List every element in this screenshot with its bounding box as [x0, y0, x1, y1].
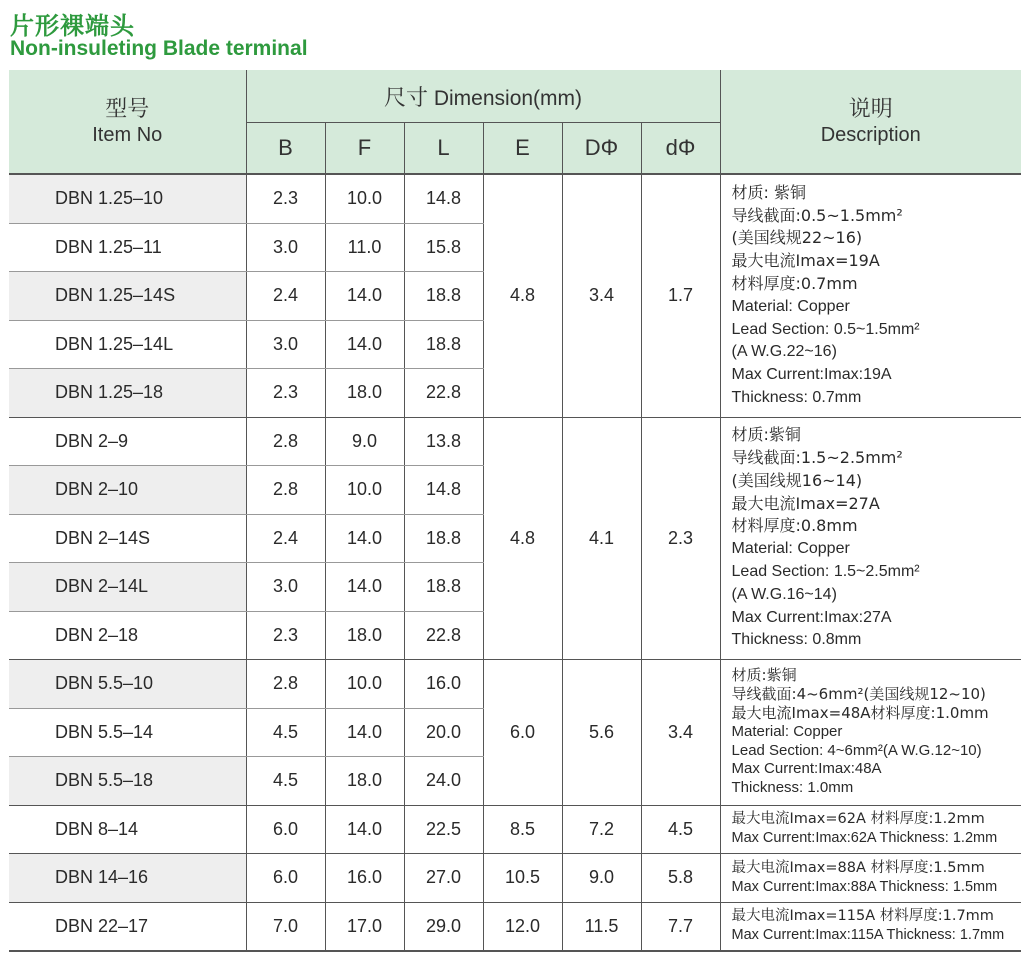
item-no-cell: DBN 1.25–14S [9, 272, 246, 321]
description-cell: 最大电流Imax=88A 材料厚度:1.5mm Max Current:Imax:88A Thickness: 1.5mm [720, 854, 1021, 903]
l-cell: 18.8 [404, 272, 483, 321]
item-no-cell: DBN 14–16 [9, 854, 246, 903]
d-outer-cell: 4.1 [562, 417, 641, 660]
f-cell: 14.0 [325, 272, 404, 321]
f-cell: 18.0 [325, 369, 404, 418]
d-outer-cell: 5.6 [562, 660, 641, 806]
f-cell: 10.0 [325, 174, 404, 223]
b-cell: 2.3 [246, 369, 325, 418]
f-cell: 16.0 [325, 854, 404, 903]
f-cell: 14.0 [325, 708, 404, 757]
d-outer-cell: 11.5 [562, 902, 641, 951]
description-cell: 材质: 紫铜 导线截面:0.5~1.5mm² (美国线规22~16) 最大电流Imax=19A 材料厚度:0.7mm Material: Copper Lead Section: 0.5~1.5mm² (A W.G.22~16) Max Current:Imax:19A Thickness: 0.7mm [720, 174, 1021, 417]
item-no-cell: DBN 2–14S [9, 514, 246, 563]
header-col-e: E [483, 123, 562, 175]
b-cell: 6.0 [246, 854, 325, 903]
item-no-cell: DBN 5.5–14 [9, 708, 246, 757]
l-cell: 18.8 [404, 514, 483, 563]
table-row [9, 902, 1021, 951]
d-inner-cell: 5.8 [641, 854, 720, 903]
item-no-cell: DBN 2–18 [9, 611, 246, 660]
header-col-f: F [325, 123, 404, 175]
l-cell: 22.8 [404, 611, 483, 660]
description-cell: 材质:紫铜 导线截面:1.5~2.5mm² (美国线规16~14) 最大电流Imax=27A 材料厚度:0.8mm Material: Copper Lead Section: 1.5~2.5mm² (A W.G.16~14) Max Current:Imax:27A Thickness: 0.8mm [720, 417, 1021, 660]
b-cell: 2.8 [246, 466, 325, 515]
f-cell: 14.0 [325, 514, 404, 563]
header-item-no: 型号 Item No [9, 70, 246, 174]
header-description: 说明 Description [720, 70, 1021, 174]
item-no-cell: DBN 1.25–18 [9, 369, 246, 418]
l-cell: 20.0 [404, 708, 483, 757]
f-cell: 14.0 [325, 805, 404, 854]
f-cell: 17.0 [325, 902, 404, 951]
table-row [9, 854, 1021, 903]
spec-table [9, 70, 1021, 952]
b-cell: 4.5 [246, 708, 325, 757]
header-col-d-inner: dΦ [641, 123, 720, 175]
f-cell: 9.0 [325, 417, 404, 466]
item-no-cell: DBN 1.25–10 [9, 174, 246, 223]
b-cell: 3.0 [246, 320, 325, 369]
l-cell: 18.8 [404, 563, 483, 612]
description-cell: 材质:紫铜 导线截面:4~6mm²(美国线规12~10) 最大电流Imax=48A材料厚度:1.0mm Material: Copper Lead Section: 4~6mm²(A W.G.12~10) Max Current:Imax:48A Thickness: 1.0mm [720, 660, 1021, 806]
header-dimension: 尺寸 Dimension(mm) [246, 70, 720, 123]
b-cell: 2.8 [246, 417, 325, 466]
e-cell: 6.0 [483, 660, 562, 806]
b-cell: 4.5 [246, 757, 325, 806]
l-cell: 14.8 [404, 174, 483, 223]
f-cell: 14.0 [325, 563, 404, 612]
l-cell: 29.0 [404, 902, 483, 951]
d-inner-cell: 4.5 [641, 805, 720, 854]
description-cell: 最大电流Imax=115A 材料厚度:1.7mm Max Current:Imax:115A Thickness: 1.7mm [720, 902, 1021, 951]
f-cell: 18.0 [325, 611, 404, 660]
table-row [9, 660, 1021, 709]
l-cell: 24.0 [404, 757, 483, 806]
item-no-cell: DBN 5.5–18 [9, 757, 246, 806]
f-cell: 10.0 [325, 466, 404, 515]
l-cell: 15.8 [404, 223, 483, 272]
l-cell: 27.0 [404, 854, 483, 903]
l-cell: 16.0 [404, 660, 483, 709]
b-cell: 2.8 [246, 660, 325, 709]
d-inner-cell: 7.7 [641, 902, 720, 951]
b-cell: 2.4 [246, 514, 325, 563]
item-no-cell: DBN 8–14 [9, 805, 246, 854]
b-cell: 2.4 [246, 272, 325, 321]
b-cell: 3.0 [246, 223, 325, 272]
b-cell: 2.3 [246, 611, 325, 660]
l-cell: 22.5 [404, 805, 483, 854]
d-outer-cell: 9.0 [562, 854, 641, 903]
item-no-cell: DBN 2–14L [9, 563, 246, 612]
e-cell: 4.8 [483, 174, 562, 417]
d-outer-cell: 7.2 [562, 805, 641, 854]
b-cell: 2.3 [246, 174, 325, 223]
d-outer-cell: 3.4 [562, 174, 641, 417]
f-cell: 11.0 [325, 223, 404, 272]
f-cell: 18.0 [325, 757, 404, 806]
item-no-cell: DBN 5.5–10 [9, 660, 246, 709]
l-cell: 18.8 [404, 320, 483, 369]
item-no-cell: DBN 2–9 [9, 417, 246, 466]
item-no-cell: DBN 2–10 [9, 466, 246, 515]
d-inner-cell: 2.3 [641, 417, 720, 660]
f-cell: 10.0 [325, 660, 404, 709]
l-cell: 14.8 [404, 466, 483, 515]
e-cell: 8.5 [483, 805, 562, 854]
f-cell: 14.0 [325, 320, 404, 369]
e-cell: 4.8 [483, 417, 562, 660]
e-cell: 10.5 [483, 854, 562, 903]
table-row [9, 805, 1021, 854]
header-col-l: L [404, 123, 483, 175]
page-title-cn: 片形裸端头 [10, 12, 135, 40]
table-row [9, 174, 1021, 223]
header-col-d-outer: DΦ [562, 123, 641, 175]
table-row [9, 417, 1021, 466]
l-cell: 22.8 [404, 369, 483, 418]
header-col-b: B [246, 123, 325, 175]
b-cell: 3.0 [246, 563, 325, 612]
l-cell: 13.8 [404, 417, 483, 466]
item-no-cell: DBN 22–17 [9, 902, 246, 951]
description-cell: 最大电流Imax=62A 材料厚度:1.2mm Max Current:Imax:62A Thickness: 1.2mm [720, 805, 1021, 854]
item-no-cell: DBN 1.25–14L [9, 320, 246, 369]
d-inner-cell: 3.4 [641, 660, 720, 806]
e-cell: 12.0 [483, 902, 562, 951]
d-inner-cell: 1.7 [641, 174, 720, 417]
b-cell: 7.0 [246, 902, 325, 951]
b-cell: 6.0 [246, 805, 325, 854]
item-no-cell: DBN 1.25–11 [9, 223, 246, 272]
page-title-en: Non-insuleting Blade terminal [10, 37, 308, 60]
